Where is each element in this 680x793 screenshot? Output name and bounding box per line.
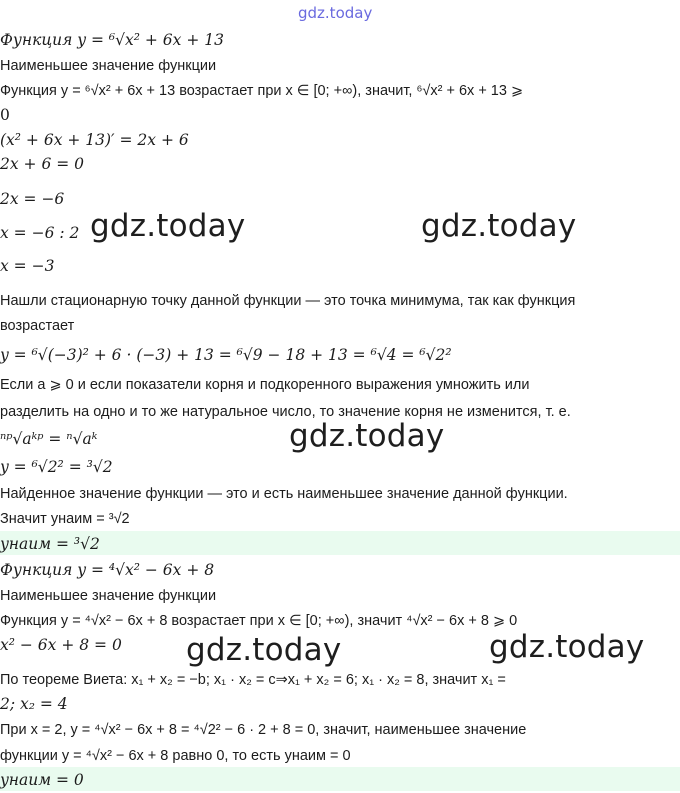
line-equation-2: 2x = −6 <box>0 190 65 208</box>
line-rule-2: разделить на одно и то же натуральное число, то значение корня не изменится, т. е. <box>0 404 571 420</box>
line-derivative: (x² + 6x + 13)′ = 2x + 6 <box>0 131 189 149</box>
line-stationary-2: возрастает <box>0 318 75 334</box>
line-increasing-1: Функция y = ⁶√x² + 6x + 13 возрастает при x ∈ [0; +∞), значит, ⁶√x² + 6x + 13 ⩾ <box>0 83 524 99</box>
line-rule-1: Если a ⩾ 0 и если показатели корня и подкоренного выражения умножить или <box>0 377 530 393</box>
line-equation-3: x = −6 : 2 <box>0 224 80 242</box>
watermark-4: gdz.today <box>186 632 342 668</box>
watermark-top: gdz.today <box>298 4 373 22</box>
line-function-1: Функция y = ⁶√x² + 6x + 13 <box>0 31 224 49</box>
line-function-2: Функция y = ⁴√x² − 6x + 8 <box>0 561 215 579</box>
line-found-value: Найденное значение функции — это и есть наименьшее значение данной функции. <box>0 486 568 502</box>
line-stationary-1: Нашли стационарную точку данной функции — это точка минимума, так как функция <box>0 293 576 309</box>
line-vieta-2: 2; x₂ = 4 <box>0 695 68 713</box>
line-quadratic: x² − 6x + 8 = 0 <box>0 636 122 654</box>
line-zero: 0 <box>0 106 10 124</box>
watermark-5: gdz.today <box>489 629 645 665</box>
watermark-2: gdz.today <box>421 208 577 244</box>
answer-highlight-1 <box>0 531 680 555</box>
line-heading-1: Наименьшее значение функции <box>0 58 217 74</box>
line-equation-4: x = −3 <box>0 257 55 275</box>
line-heading-2: Наименьшее значение функции <box>0 588 217 604</box>
line-y-calc: y = ⁶√(−3)² + 6 · (−3) + 13 = ⁶√9 − 18 + 13 = ⁶√4 = ⁶√2² <box>0 346 452 364</box>
watermark-1: gdz.today <box>90 208 246 244</box>
line-increasing-2: Функция y = ⁴√x² − 6x + 8 возрастает при x ∈ [0; +∞), значит ⁴√x² − 6x + 8 ⩾ 0 <box>0 613 518 629</box>
line-function-value: функции y = ⁴√x² − 6x + 8 равно 0, то есть yнаим = 0 <box>0 748 351 764</box>
line-equation-1: 2x + 6 = 0 <box>0 155 85 173</box>
line-vieta-1: По теореме Виета: x₁ + x₂ = −b; x₁ · x₂ = c⇒x₁ + x₂ = 6; x₁ · x₂ = 8, значит x₁ = <box>0 672 506 688</box>
line-y-simplified: y = ⁶√2² = ³√2 <box>0 458 113 476</box>
answer-highlight-2 <box>0 767 680 791</box>
line-means: Значит yнаим = ³√2 <box>0 511 130 527</box>
line-root-identity: ⁿᵖ√aᵏᵖ = ⁿ√aᵏ <box>0 430 98 448</box>
line-at-x2: При x = 2, y = ⁴√x² − 6x + 8 = ⁴√2² − 6 · 2 + 8 = 0, значит, наименьшее значение <box>0 722 527 738</box>
watermark-3: gdz.today <box>289 418 445 454</box>
answer-1: yнаим = ³√2 <box>0 535 100 553</box>
answer-2: yнаим = 0 <box>0 771 84 789</box>
